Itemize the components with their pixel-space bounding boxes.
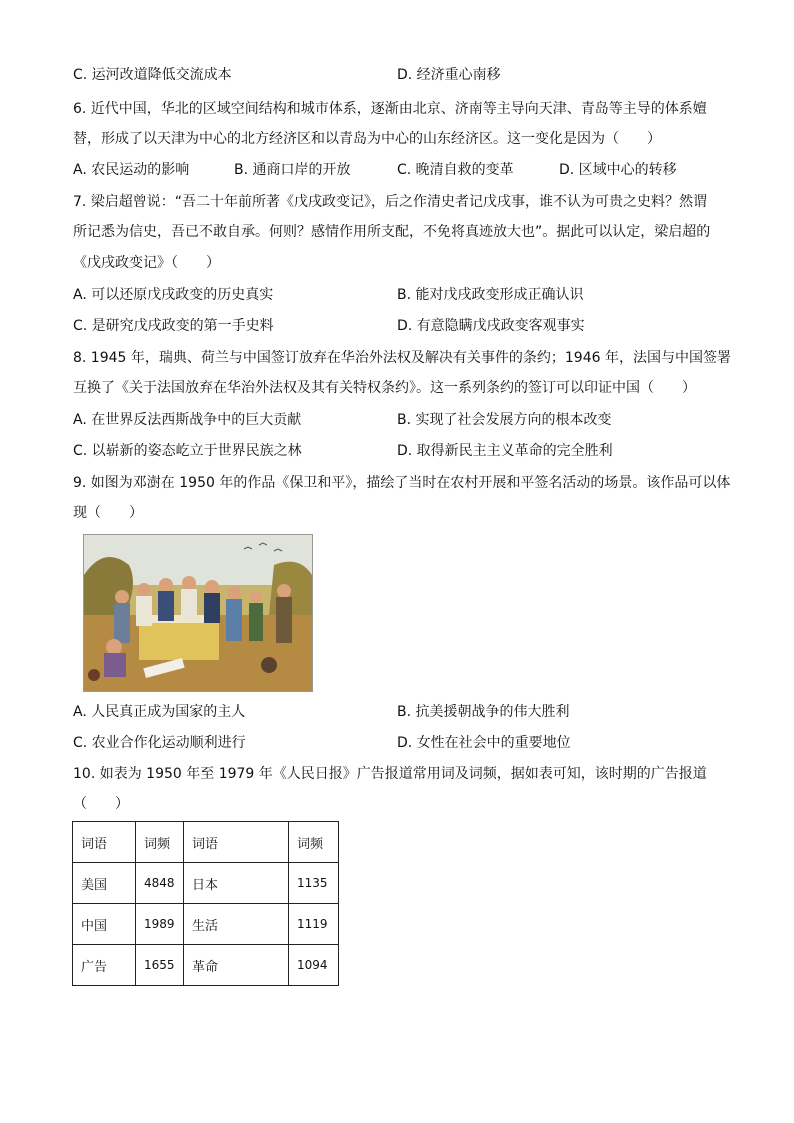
q6-option-d: D. 区域中心的转移 [559,162,677,178]
q7-stem-line2: 所记悉为信史，吾已不敢自承。何则？感情作用所支配，不免将真迹放大也”。据此可以认定，梁启超的 [73,224,711,240]
q6-option-a: A. 农民运动的影响 [73,162,190,178]
word-frequency-table [72,821,339,986]
table-header-cell: 词频 [289,822,339,863]
q7-stem-line3: 《戊戌政变记》（ ） [73,255,220,271]
table-row [73,863,339,904]
q8-option-c: C. 以崭新的姿态屹立于世界民族之林 [73,443,302,459]
q6-option-c: C. 晚清自救的变革 [397,162,514,178]
table-header-cell: 词语 [73,822,136,863]
q8-stem-line1: 8. 1945 年，瑞典、荷兰与中国签订放弃在华治外法权及解决有关事件的条约；1946 年，法国与中国签署 [73,350,731,366]
q9-stem-line1: 9. 如图为邓澍在 1950 年的作品《保卫和平》，描绘了当时在农村开展和平签名活动的场景。该作品可以体 [73,475,731,491]
table-row [73,945,339,986]
painting-figure [83,534,313,692]
q10-stem-line2: （ ） [73,796,129,812]
q6-stem-line1: 6. 近代中国，华北的区域空间结构和城市体系，逐渐由北京、济南等主导向天津、青岛等主导的体系嬗 [73,101,707,117]
table-header-cell: 词频 [136,822,184,863]
q10-stem-line1: 10. 如表为 1950 年至 1979 年《人民日报》广告报道常用词及词频，据如表可知，该时期的广告报道 [73,766,707,782]
table-cell: 1989 [136,904,184,945]
table-cell: 4848 [136,863,184,904]
q7-option-d: D. 有意隐瞒戊戌政变客观事实 [397,318,585,334]
q7-option-a: A. 可以还原戊戌政变的历史真实 [73,287,274,303]
q9-option-b: B. 抗美援朝战争的伟大胜利 [397,704,570,720]
painting-illustration [84,535,312,691]
table-cell: 革命 [184,945,289,986]
table-cell: 1655 [136,945,184,986]
q9-stem-line2: 现（ ） [73,505,143,521]
q5-option-d: D. 经济重心南移 [397,67,501,83]
q7-option-b: B. 能对戊戌政变形成正确认识 [397,287,584,303]
table-header-cell: 词语 [184,822,289,863]
q7-option-c: C. 是研究戊戌政变的第一手史料 [73,318,274,334]
q9-option-c: C. 农业合作化运动顺利进行 [73,735,246,751]
q9-option-a: A. 人民真正成为国家的主人 [73,704,246,720]
table-cell: 中国 [73,904,136,945]
table-cell: 1135 [289,863,339,904]
table-cell: 美国 [73,863,136,904]
q8-option-b: B. 实现了社会发展方向的根本改变 [397,412,612,428]
table-cell: 广告 [73,945,136,986]
q8-option-d: D. 取得新民主主义革命的完全胜利 [397,443,613,459]
q8-option-a: A. 在世界反法西斯战争中的巨大贡献 [73,412,302,428]
q9-option-d: D. 女性在社会中的重要地位 [397,735,571,751]
table-cell: 1119 [289,904,339,945]
table-row [73,904,339,945]
q8-stem-line2: 互换了《关于法国放弃在华治外法权及其有关特权条约》。这一系列条约的签订可以印证中国（ ） [73,380,696,396]
table-cell: 生活 [184,904,289,945]
table-cell: 日本 [184,863,289,904]
table-header-row [73,822,339,863]
q6-stem-line2: 替，形成了以天津为中心的北方经济区和以青岛为中心的山东经济区。这一变化是因为（ ） [73,131,661,147]
q7-stem-line1: 7. 梁启超曾说：“吾二十年前所著《戊戌政变记》，后之作清史者记戊戌事，谁不认为可贵之史料？然谓 [73,194,708,210]
table-cell: 1094 [289,945,339,986]
q6-option-b: B. 通商口岸的开放 [234,162,351,178]
q5-option-c: C. 运河改道降低交流成本 [73,67,232,83]
